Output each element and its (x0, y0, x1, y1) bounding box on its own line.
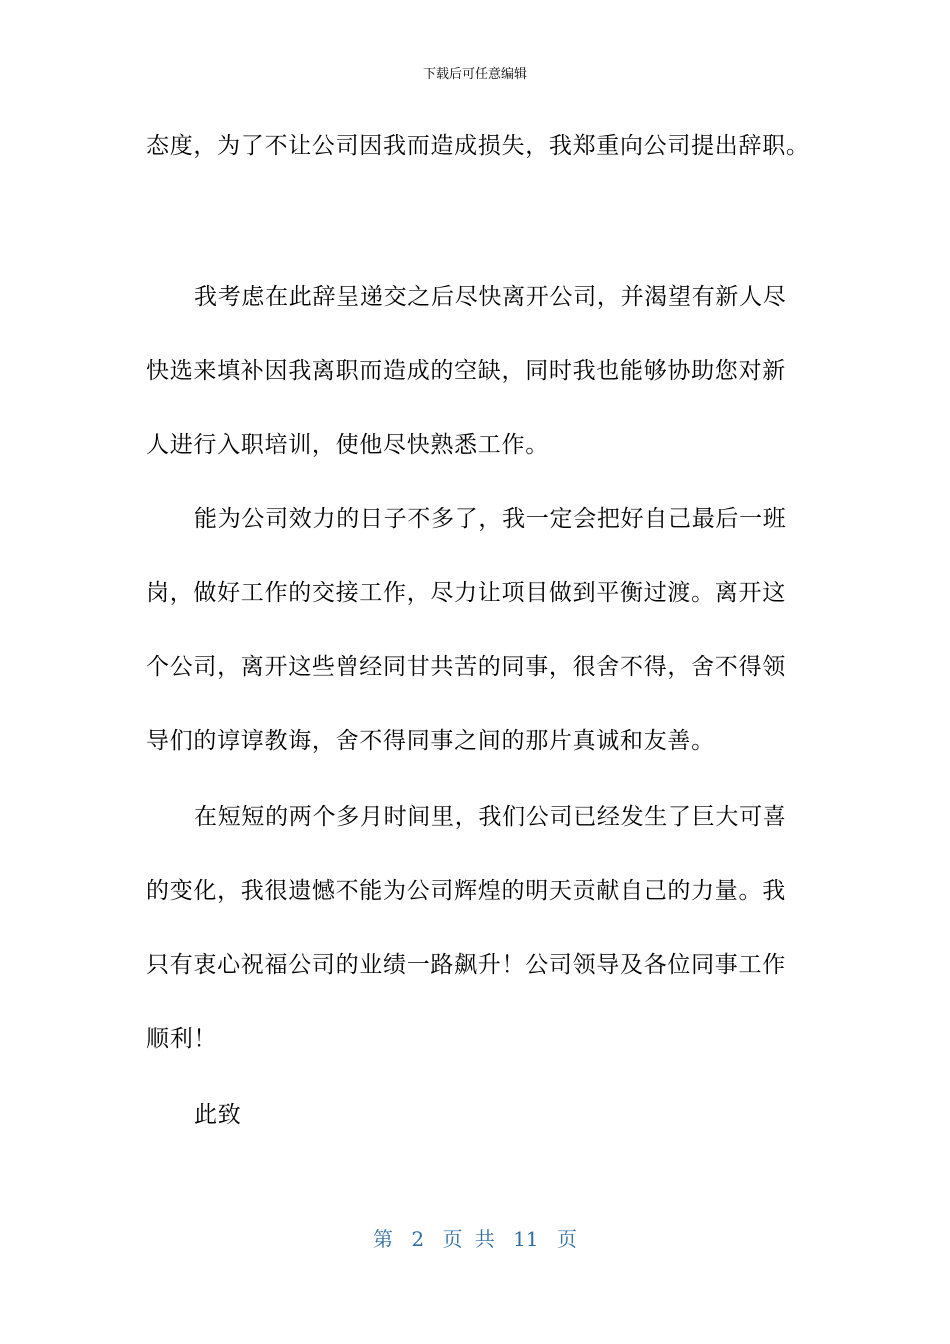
body-line-7: 个公司，离开这些曾经同甘共苦的同事，很舍不得，舍不得领 (146, 654, 786, 680)
body-line-5: 能为公司效力的日子不多了，我一定会把好自己最后一班 (194, 506, 787, 532)
body-line-10: 的变化，我很遗憾不能为公司辉煌的明天贡献自己的力量。我 (146, 878, 786, 904)
body-line-3: 快选来填补因我离职而造成的空缺，同时我也能够协助您对新 (146, 358, 786, 384)
body-line-8: 导们的谆谆教诲，舍不得同事之间的那片真诚和友善。 (146, 728, 715, 754)
body-line-6: 岗，做好工作的交接工作，尽力让项目做到平衡过渡。离开这 (146, 580, 786, 606)
footer-prefix: 第 (373, 1227, 393, 1251)
body-line-9: 在短短的两个多月时间里，我们公司已经发生了巨大可喜 (194, 804, 787, 830)
page-footer (0, 1226, 950, 1252)
body-line-1: 态度，为了不让公司因我而造成损失，我郑重向公司提出辞职。 (146, 133, 810, 159)
footer-total-pages: 11 (513, 1227, 539, 1251)
footer-suffix: 页 (556, 1227, 577, 1251)
body-line-11: 只有衷心祝福公司的业绩一路飙升！公司领导及各位同事工作 (146, 952, 786, 978)
page-header: 下载后可任意编辑 (422, 67, 527, 82)
closing-line: 此致 (194, 1102, 242, 1128)
body-line-12: 顺利！ (146, 1026, 218, 1052)
footer-middle: 页 共 (442, 1227, 495, 1251)
body-line-2: 我考虑在此辞呈递交之后尽快离开公司，并渴望有新人尽 (194, 284, 787, 310)
footer-page-number: 2 (411, 1227, 425, 1251)
body-line-4: 人进行入职培训，使他尽快熟悉工作。 (146, 432, 549, 458)
